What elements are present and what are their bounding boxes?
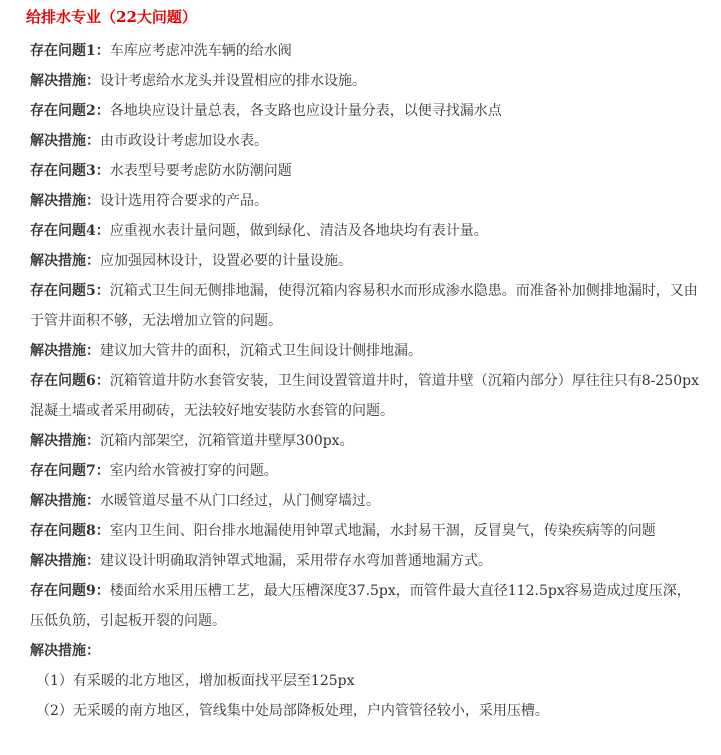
solution-text: 设计考虑给水龙头并设置相应的排水设施。 [100,73,366,89]
solution-3 [30,186,703,216]
solution-label: 解决措施： [30,73,100,89]
solution-9-sub-2: （2）无采暖的南方地区，管线集中处局部降板处理，户内管管径较小，采用压槽。 [36,703,549,719]
problem-label: 存在问题4： [30,223,110,239]
solution-text: 水暖管道尽量不从门口经过，从门侧穿墙过。 [100,493,380,509]
problem-text: 沉箱式卫生间无侧排地漏，使得沉箱内容易积水而形成渗水隐患。而准备补加侧排地漏时，又由于管井面积不够，无法增加立管的问题。 [30,283,698,329]
solution-label: 解决措施： [30,133,100,149]
solution-label: 解决措施： [30,193,100,209]
solution-1 [30,66,703,96]
solution-2 [30,126,703,156]
problem-label: 存在问题8： [30,523,110,539]
solution-5 [30,336,703,366]
problem-text: 应重视水表计量问题，做到绿化、清洁及各地块均有表计量。 [109,223,488,239]
solution-text: 建议设计明确取消钟罩式地漏，采用带存水弯加普通地漏方式。 [100,553,492,569]
solution-label: 解决措施： [30,493,100,509]
problem-3 [30,156,703,186]
problem-6 [30,366,703,426]
solution-text: 设计选用符合要求的产品。 [100,193,268,209]
problem-label: 存在问题3： [30,163,110,179]
problem-label: 存在问题2： [30,103,110,119]
solution-label: 解决措施： [30,253,100,269]
solution-label: 解决措施： [30,433,100,449]
problem-label: 存在问题5： [30,283,110,299]
solution-label: 解决措施： [30,643,100,659]
problem-1 [30,36,703,66]
solution-label: 解决措施： [30,553,100,569]
problem-9 [30,576,703,636]
solution-text: 沉箱内部架空，沉箱管道井壁厚300px。 [100,433,354,449]
solution-4 [30,246,703,276]
problem-text: 各地块应设计量总表，各支路也应设计量分表，以便寻找漏水点 [109,103,502,119]
section-heading: 给排水专业（22大问题） [26,8,197,26]
solution-9 [30,636,703,666]
problem-5 [30,276,703,336]
solution-text: 建议加大管井的面积，沉箱式卫生间设计侧排地漏。 [100,343,422,359]
problem-text: 水表型号要考虑防水防潮问题 [109,163,292,179]
solution-6 [30,426,703,456]
problem-label: 存在问题9： [30,583,110,599]
problem-text: 室内给水管被打穿的问题。 [109,463,278,479]
problem-label: 存在问题7： [30,463,110,479]
solution-label: 解决措施： [30,343,100,359]
problem-2 [30,96,703,126]
solution-8 [30,546,703,576]
problem-8 [30,516,703,546]
solution-text: 由市政设计考虑加设水表。 [100,133,268,149]
problem-text: 楼面给水采用压槽工艺，最大压槽深度37.5px，而管件最大直径112.5px容易造成过度压深，压低负筋，引起板开裂的问题。 [30,583,691,629]
solution-7 [30,486,703,516]
problem-text: 室内卫生间、阳台排水地漏使用钟罩式地漏，水封易干涸，反冒臭气，传染疾病等的问题 [109,523,656,539]
problem-text: 车库应考虑冲洗车辆的给水阀 [109,43,292,59]
problem-label: 存在问题6： [30,373,110,389]
problem-text: 沉箱管道井防水套管安装，卫生间设置管道井时，管道井壁（沉箱内部分）厚往往只有8-250px混凝土墙或者采用砌砖，无法较好地安装防水套管的问题。 [30,373,699,419]
problem-4 [30,216,703,246]
solution-9-sub-1: （1）有采暖的北方地区，增加板面找平层至125px [36,673,355,689]
problem-7 [30,456,703,486]
solution-text: 应加强园林设计，设置必要的计量设施。 [100,253,352,269]
problem-label: 存在问题1： [30,43,110,59]
